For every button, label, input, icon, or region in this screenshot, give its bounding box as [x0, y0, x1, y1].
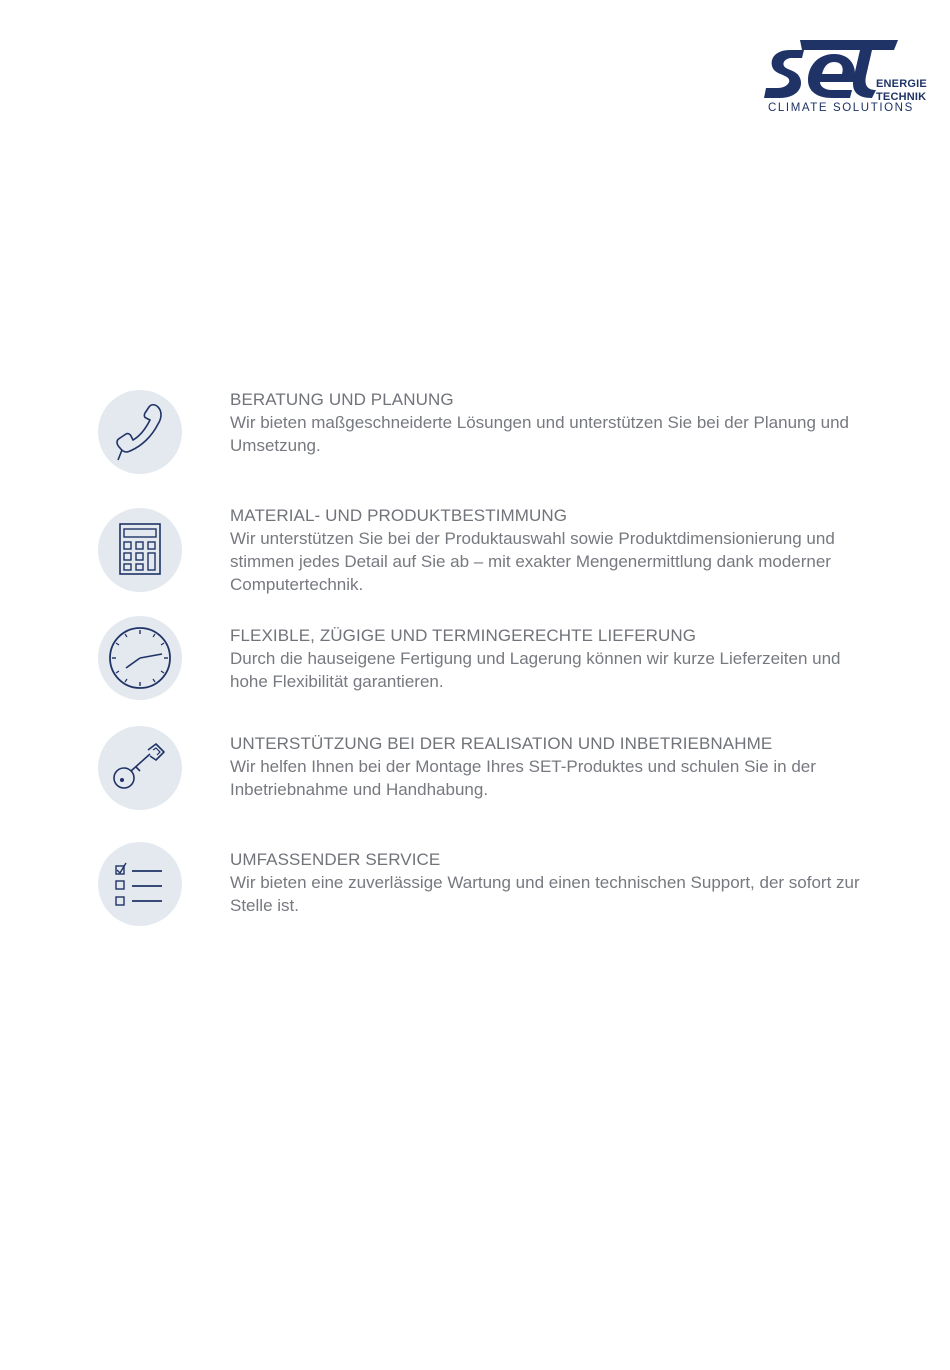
service-item	[98, 732, 868, 848]
calculator-icon	[98, 508, 182, 592]
service-title: UNTERSTÜTZUNG BEI DER REALISATION UND INBETRIEBNAHME	[230, 734, 773, 753]
brand-tagline: CLIMATE SOLUTIONS	[768, 102, 914, 114]
brand-word-line1: ENERGIE	[876, 78, 927, 90]
service-title: UMFASSENDER SERVICE	[230, 850, 441, 869]
phone-icon	[98, 390, 182, 474]
services-list	[98, 388, 868, 938]
service-title: BERATUNG UND PLANUNG	[230, 390, 454, 409]
service-item	[98, 848, 868, 938]
service-item	[98, 388, 868, 504]
service-item	[98, 624, 868, 732]
key-icon	[98, 726, 182, 810]
checklist-icon	[98, 842, 182, 926]
service-text: Durch die hauseigene Fertigung und Lagerung können wir kurze Lieferzeiten und hohe Flexibilität garantieren.	[230, 649, 841, 691]
brand-logo	[762, 36, 930, 120]
service-text: Wir unterstützen Sie bei der Produktauswahl sowie Produktdimensionierung und stimmen jedes Detail auf Sie ab – mit exakter Mengenermittlung dank moderner Computertechnik.	[230, 529, 835, 594]
service-text: Wir helfen Ihnen bei der Montage Ihres SET-Produktes und schulen Sie in der Inbetriebnahme und Handhabung.	[230, 757, 816, 799]
brand-word-line2: TECHNIK	[876, 91, 927, 103]
service-text: Wir bieten eine zuverlässige Wartung und einen technischen Support, der sofort zur Stelle ist.	[230, 873, 860, 915]
clock-icon	[98, 616, 182, 700]
service-title: MATERIAL- UND PRODUKTBESTIMMUNG	[230, 506, 568, 525]
service-text: Wir bieten maßgeschneiderte Lösungen und unterstützen Sie bei der Planung und Umsetzung.	[230, 413, 850, 455]
service-title: FLEXIBLE, ZÜGIGE UND TERMINGERECHTE LIEFERUNG	[230, 626, 697, 645]
service-item	[98, 504, 868, 624]
